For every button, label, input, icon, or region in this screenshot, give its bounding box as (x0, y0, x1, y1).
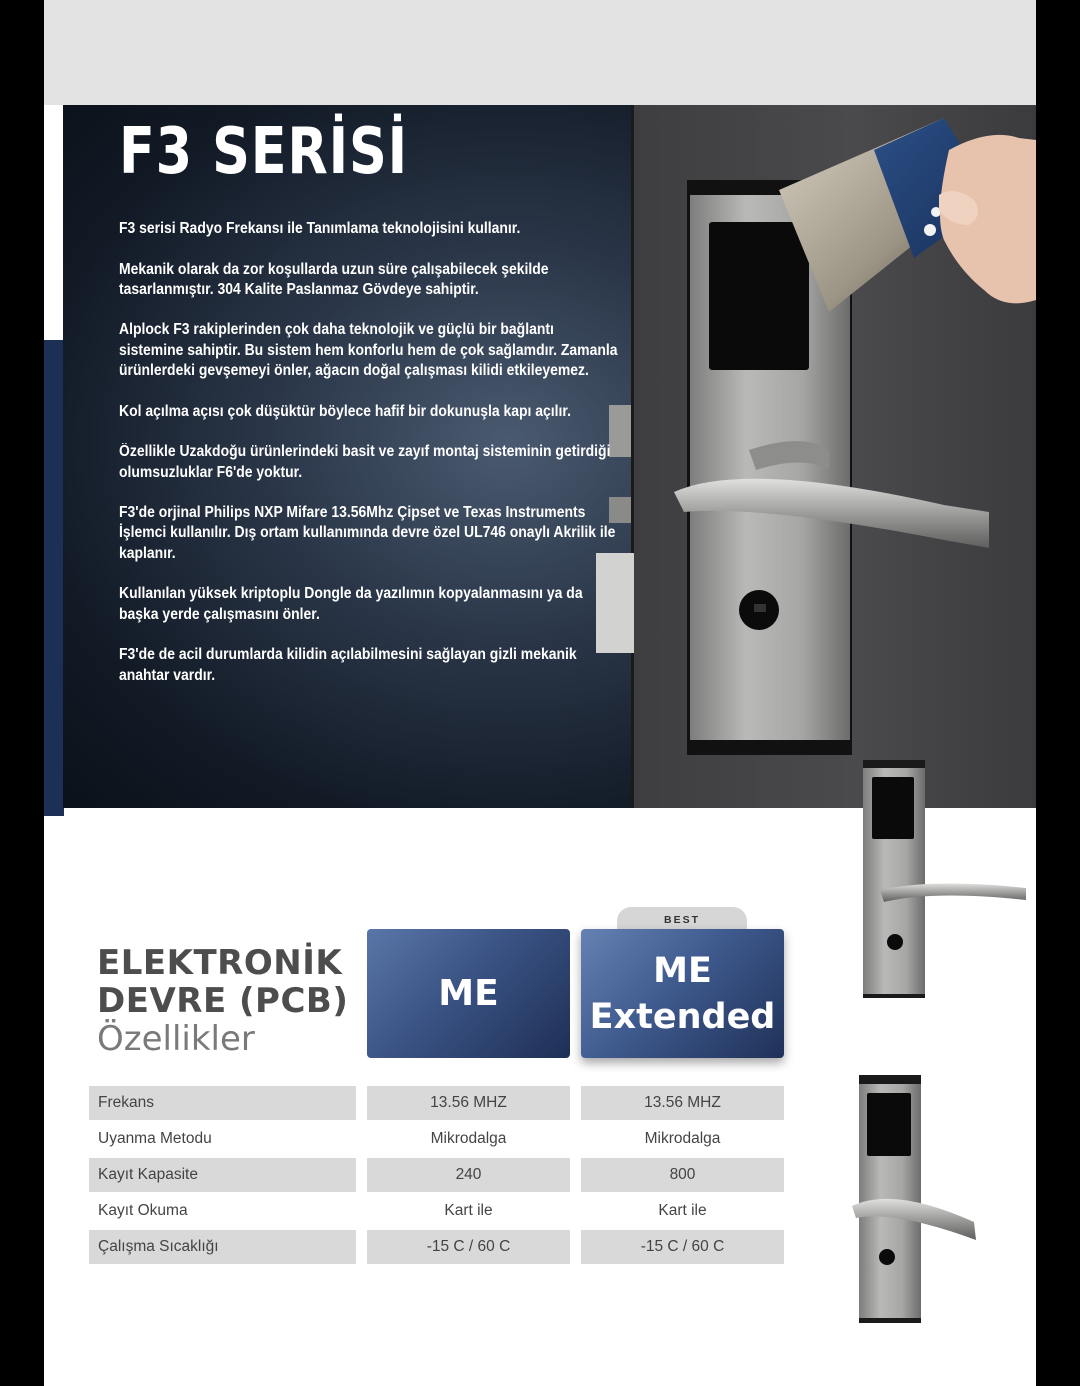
hero-paragraph: Özellikle Uzakdoğu ürünlerindeki basit ve zayıf montaj sisteminin getirdiği olumsuzluklar F6'de yoktur. (119, 443, 611, 481)
hero-paragraph: Mekanik olarak da zor koşullarda uzun süre çalışabilecek şekilde tasarlanmıştır. 304 Kalite Paslanmaz Gövdeye sahiptir. (119, 260, 549, 298)
spec-value-ext: Mikrodalga (644, 1130, 721, 1147)
pcb-title-line-1: ELEKTRONİK (97, 943, 343, 983)
hero-title: F3 SERİSİ (119, 115, 408, 189)
spec-label: Çalışma Sıcaklığı (89, 1230, 356, 1264)
hero-description (119, 219, 619, 706)
spec-label: Uyanma Metodu (98, 1130, 212, 1147)
pcb-section-title (97, 944, 367, 1058)
hero-paragraph: Alplock F3 rakiplerinden çok daha teknolojik ve güçlü bir bağlantı sistemine sahiptir. Bu sistem hem konforlu hem de çok sağlamdır. Zamanla ürünlerdeki gevşemeyi önler, ağacın doğal çalışması kilidi etkileyemez. (119, 321, 618, 380)
hero-paragraph: F3 serisi Radyo Frekansı ile Tanımlama teknolojisini kullanır. (119, 220, 521, 237)
brochure-page (44, 0, 1036, 1386)
spec-label: Kayıt Kapasite (89, 1158, 356, 1192)
spec-value-me: 13.56 MHZ (367, 1086, 570, 1120)
plan-ext-label-line-2: Extended (589, 996, 776, 1037)
table-row (89, 1122, 784, 1156)
spec-value-me: Mikrodalga (430, 1130, 507, 1147)
spec-value-me: -15 C / 60 C (367, 1230, 570, 1264)
keycard-in-hand (779, 118, 1036, 312)
table-row (89, 1086, 784, 1120)
hero-paragraph: Kullanılan yüksek kriptoplu Dongle da yazılımın kopyalanmasını ya da başka yerde çalışmasını önler. (119, 585, 583, 623)
spec-value-ext: 800 (581, 1158, 784, 1192)
plan-me-header (367, 929, 570, 1058)
spec-table (89, 1086, 784, 1266)
spec-value-ext: Kart ile (658, 1202, 707, 1219)
product-lock-small-1 (863, 760, 1026, 998)
plan-me-extended-header (581, 929, 784, 1058)
spec-label: Kayıt Okuma (98, 1202, 188, 1219)
product-lock-small-2 (852, 1075, 976, 1323)
table-row (89, 1194, 784, 1228)
plan-ext-label-line-1: ME (653, 950, 712, 991)
hero-paragraph: F3'de de acil durumlarda kilidin açılabilmesini sağlayan gizli mekanik anahtar vardır. (119, 646, 577, 684)
best-badge: BEST (617, 907, 747, 933)
spec-value-ext: -15 C / 60 C (581, 1230, 784, 1264)
hero-paragraph: F3'de orjinal Philips NXP Mifare 13.56Mhz Çipset ve Texas Instruments İşlemci kullanılır. Dış ortam kullanımında devre özel UL746 onaylı Akrilik ile kaplanır. (119, 504, 616, 562)
table-row (89, 1230, 784, 1264)
hero-paragraph: Kol açılma açısı çok düşüktür böylece hafif bir dokunuşla kapı açılır. (119, 402, 571, 420)
spec-label: Frekans (89, 1086, 356, 1120)
spec-value-me: Kart ile (444, 1202, 493, 1219)
spec-value-me: 240 (367, 1158, 570, 1192)
spec-value-ext: 13.56 MHZ (581, 1086, 784, 1120)
table-row (89, 1158, 784, 1192)
plan-me-label: ME (438, 973, 499, 1014)
pcb-title-line-3: Özellikler (97, 1019, 255, 1059)
pcb-title-line-2: DEVRE (PCB) (97, 981, 349, 1021)
